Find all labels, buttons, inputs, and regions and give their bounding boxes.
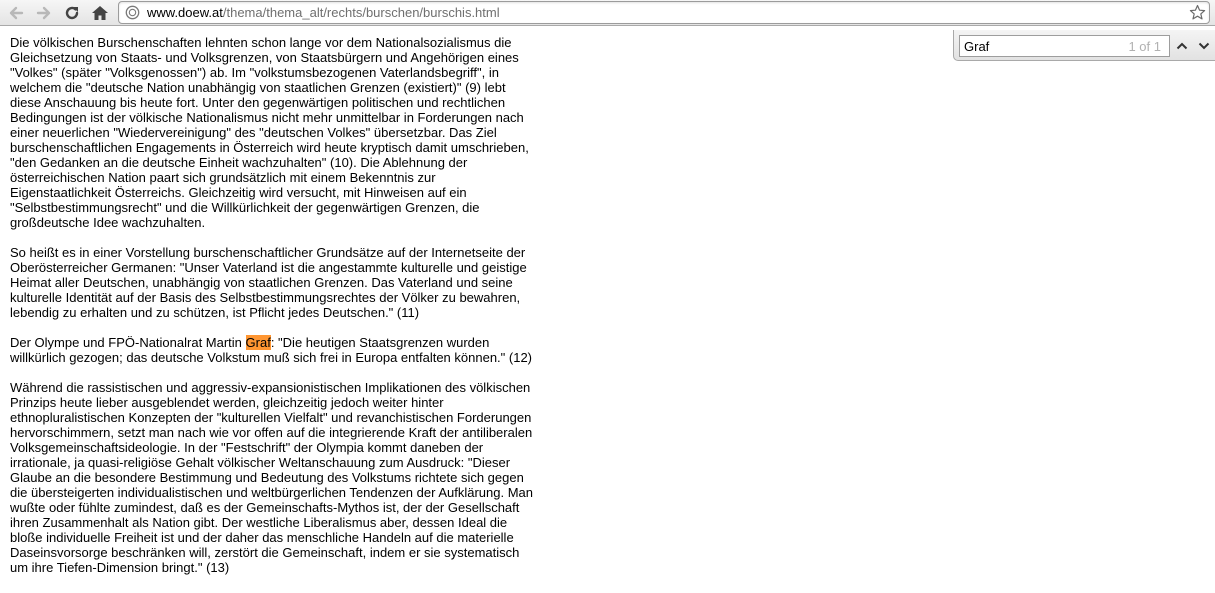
star-icon[interactable] <box>1189 4 1206 21</box>
paragraph-2: So heißt es in einer Vorstellung burschenschaftlicher Grundsätze auf der Internetseite der Oberösterreicher Germanen: "Unser Vaterland ist die angestammte kulturelle und geistige Heimat aller Deutschen, unabhängig von staatlichen Grenzen. Das Vaterland und seine kulturelle Identität auf der Basis des Selbstbestimmungsrechtes der Völker zu bewahren, lebendig zu erhalten und zu schützen, ist Pflicht jedes Deutschen." (11) <box>10 245 527 320</box>
url-path: /thema/thema_alt/rechts/burschen/burschis.html <box>222 5 500 20</box>
back-arrow-icon <box>8 5 24 21</box>
find-input-box[interactable] <box>959 35 1170 57</box>
forward-button[interactable] <box>34 3 54 23</box>
chevron-down-icon <box>1198 42 1210 50</box>
find-next-button[interactable] <box>1194 35 1214 57</box>
paragraph-4: Während die rassistischen und aggressiv-expansionistischen Implikationen des völkischen Prinzips heute lieber ausgeblendet werden, gleichzeitig jedoch weiter hinter ethnopluralistischen Konzepten der "kulturellen Vielfalt" und revanchistischen Forderungen hervorschimmern, setzt man nach wie vor offen auf die integrierende Kraft der antiliberalen Volksgemeinschaftsideologie. In der "Festschrift" der Olympia kommt daneben der irrationale, ja quasi-religiöse Gehalt völkischer Weltanschauung zum Ausdruck: "Dieser Glaube an die besondere Bestimmung und Bedeutung des Volkstums richtete sich gegen die übersteigerten individualistischen und weltbürgerlichen Tendenzen der Aufklärung. Man wußte oder fühlte zumindest, daß es der Gemeinschafts-Mythos ist, der der Gesellschaft ihren Zusammenhalt als Nation gibt. Der westliche Liberalismus aber, dessen Ideal die bloße individuelle Freiheit ist und der daher das menschliche Handeln auf die materielle Daseinsvorsorge beschränken will, zerstört die Gemeinschaft, indem er sie systematisch um ihre Tiefen-Dimension bringt." (13) <box>10 380 533 575</box>
url-text[interactable] <box>147 5 500 20</box>
article-body <box>10 35 540 590</box>
page-info-icon[interactable] <box>125 5 140 20</box>
paragraph-1: Die völkischen Burschenschaften lehnten schon lange vor dem Nationalsozialismus die Gleichsetzung von Staats- und Volksgrenzen, von Staatsbürgern und Angehörigen eines "Volkes" (später "Volksgenossen") ab. Im "volkstumsbezogenen Vaterlandsbegriff", in welchem die "deutsche Nation unabhängig von staatlichen Grenzen (existiert)" (9) lebt diese Anschauung bis heute fort. Unter den gegenwärtigen politischen und rechtlichen Bedingungen ist der völkische Nationalismus nicht mehr unmittelbar in Forderungen nach einer neuerlichen "Wiedervereinigung" des "deutschen Volkes" übersetzbar. Das Ziel burschenschaftlichen Engagements in Österreich wird heute kryptisch damit umschrieben, "den Gedanken an die deutsche Einheit wachzuhalten" (10). Die Ablehnung der österreichischen Nation paart sich grundsätzlich mit einem Bekenntnis zur Eigenstaatlichkeit Österreichs. Gleichzeitig wird versucht, mit Hinweisen auf ein "Selbstbestimmungsrecht" und die Willkürlichkeit der gegenwärtigen Grenzen, die großdeutsche Idee wachzuhalten. <box>10 35 529 230</box>
forward-arrow-icon <box>36 5 52 21</box>
back-button[interactable] <box>6 3 26 23</box>
url-host: www.doew.at <box>147 5 223 20</box>
reload-icon <box>64 5 80 21</box>
address-bar[interactable] <box>118 1 1210 24</box>
find-bar <box>953 30 1215 61</box>
find-match-highlight: Graf <box>245 335 271 350</box>
find-input[interactable] <box>964 38 1114 54</box>
home-icon <box>91 5 109 21</box>
find-match-count: 1 of 1 <box>1128 39 1161 54</box>
reload-button[interactable] <box>62 3 82 23</box>
home-button[interactable] <box>90 3 110 23</box>
browser-toolbar <box>0 0 1215 26</box>
paragraph-3 <box>10 335 540 365</box>
paragraph-3-before: Der Olympe und FPÖ-Nationalrat Martin <box>10 335 246 350</box>
find-previous-button[interactable] <box>1172 35 1192 57</box>
chevron-up-icon <box>1176 42 1188 50</box>
paragraph-3-after: : "Die heutigen Staatsgrenzen wurden willkürlich gezogen; das deutsche Volkstum muß sich frei in Europa entfalten können." (12) <box>10 335 532 365</box>
